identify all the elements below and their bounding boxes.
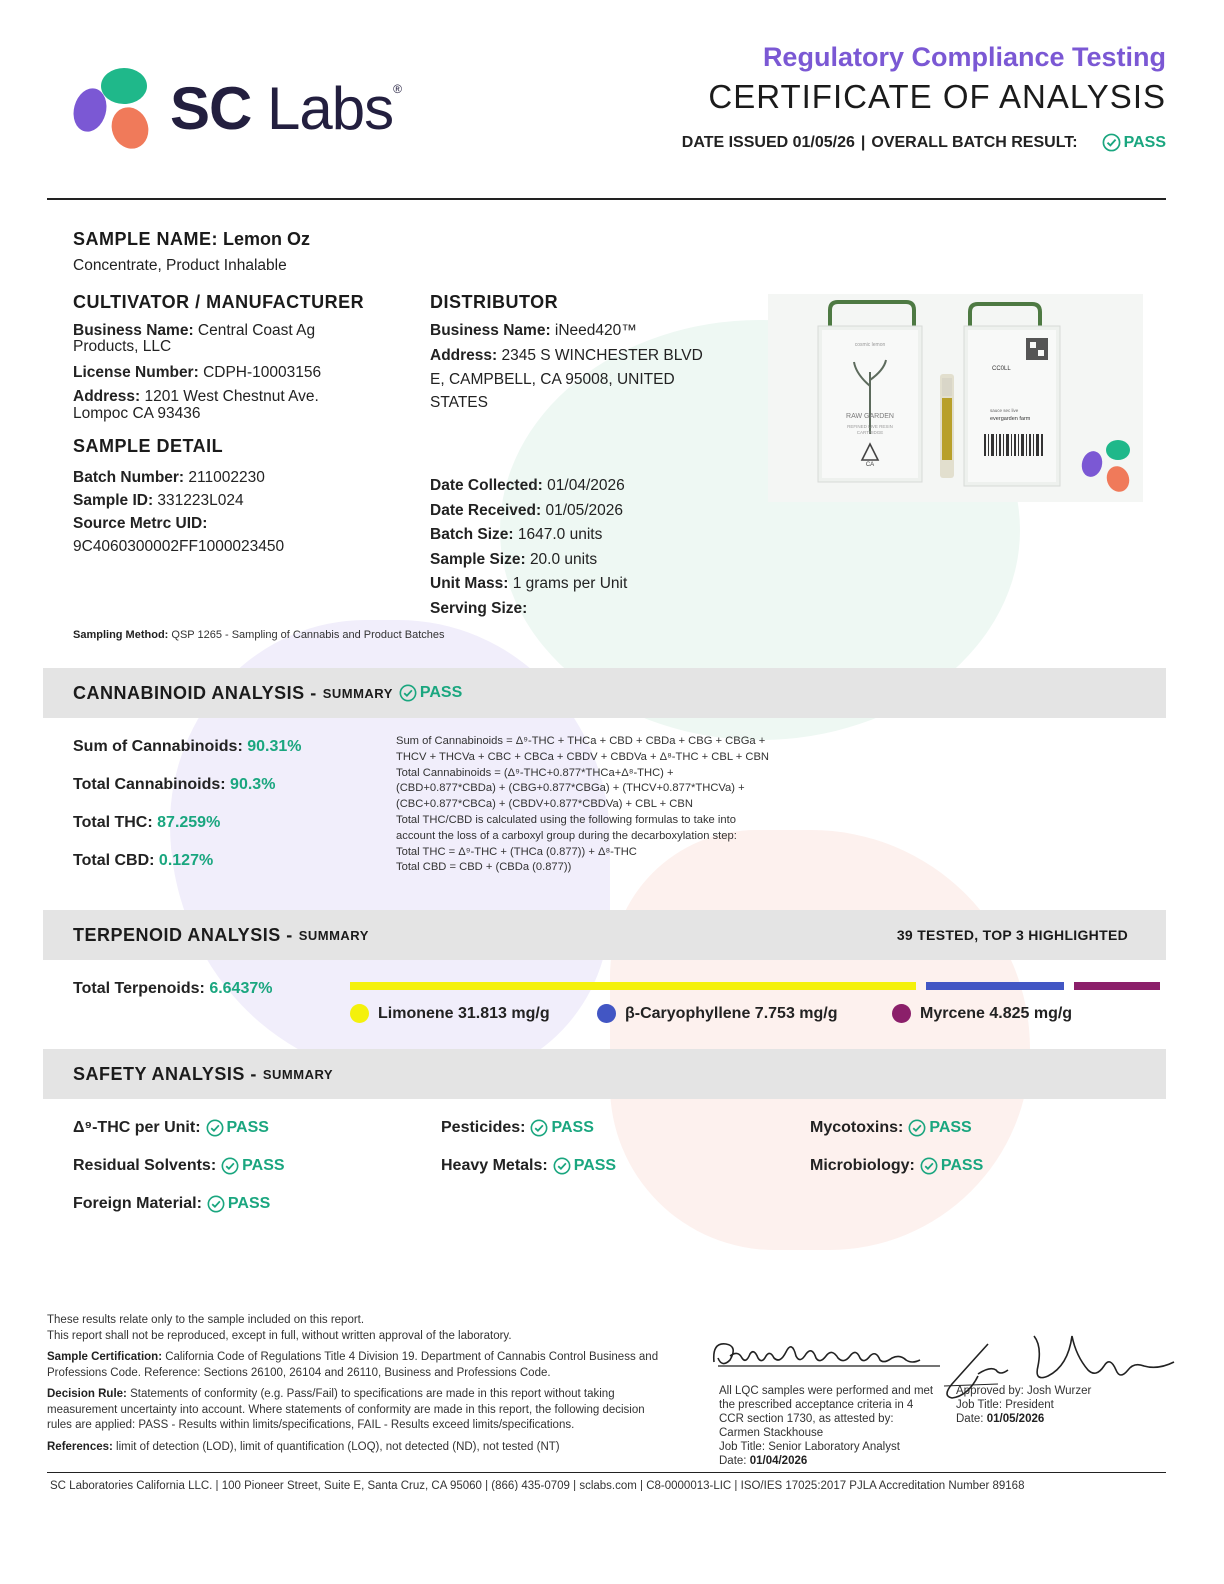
sampling-method-label: Sampling Method: — [73, 629, 169, 641]
cultivator-heading: CULTIVATOR / MANUFACTURER — [73, 292, 365, 312]
safety-foreign-material — [73, 1195, 270, 1213]
sample-type: Concentrate, Product Inhalable — [73, 257, 287, 274]
analyst-block — [719, 1384, 934, 1468]
safety-thc-unit-label: Δ⁹-THC per Unit: — [73, 1119, 201, 1136]
header-divider — [47, 198, 1166, 200]
pass-text: PASS — [242, 1157, 285, 1174]
pass-text: PASS — [226, 1119, 269, 1136]
cert-text: California Code of Regulations Title 4 Division 19. Department of Cannabis Control Business and Professions Code. Reference: Sections 26100, 26104 and 26110, Business and Professions Code. — [47, 1351, 659, 1379]
safety-subtitle: SUMMARY — [262, 1066, 334, 1082]
pass-badge — [206, 1119, 269, 1137]
date-collected — [430, 476, 760, 495]
formula-line: THCV + THCVa + CBC + CBCa + CBDV + CBDVa + Δ⁸-THC + CBL + CBN — [396, 750, 769, 763]
distributor-block — [430, 292, 730, 415]
cultivator-business — [73, 323, 403, 355]
cannabinoid-pass-badge — [399, 684, 462, 702]
limonene-bar — [350, 982, 916, 990]
overall-result-label: OVERALL BATCH RESULT: — [871, 133, 1078, 151]
date-issued: DATE ISSUED 01/05/26 — [681, 133, 855, 151]
safety-pesticides — [441, 1119, 594, 1137]
safety-pesticides-label: Pesticides: — [441, 1119, 526, 1136]
footer-divider — [47, 1472, 1166, 1473]
unit-mass — [430, 574, 760, 593]
batch-size-value: 1647.0 units — [517, 526, 603, 543]
cultivator-business-line1: Central Coast Ag — [197, 322, 316, 339]
batch-number-value: 211002230 — [188, 469, 265, 486]
formula-line: Total THC = Δ⁹-THC + (THCa (0.877)) + Δ⁸-THC — [396, 845, 637, 858]
footer-references — [47, 1440, 659, 1456]
myrcene-bar — [1074, 982, 1160, 990]
safety-band — [43, 1049, 1166, 1099]
box-mark: CA — [865, 462, 875, 468]
safety-microbiology — [810, 1157, 983, 1175]
distributor-business — [430, 321, 730, 340]
cert-label: Sample Certification: — [47, 1351, 163, 1363]
sample-size — [430, 550, 760, 569]
cultivator-business-label: Business Name: — [73, 322, 194, 339]
total-terpenoids-label: Total Terpenoids: — [73, 980, 205, 997]
sample-detail-heading: SAMPLE DETAIL — [73, 436, 224, 456]
total-thc-value: 87.259% — [157, 814, 221, 831]
cultivator-block — [73, 292, 403, 422]
approver-date-label: Date: — [956, 1413, 984, 1425]
decision-label: Decision Rule: — [47, 1388, 127, 1400]
legend-caryophyllene — [597, 1004, 838, 1023]
pass-text: PASS — [227, 1195, 271, 1212]
unit-mass-label: Unit Mass: — [430, 575, 509, 592]
pass-text: PASS — [551, 1119, 594, 1136]
sampling-method — [73, 629, 445, 641]
overall-pass-text: PASS — [1123, 133, 1166, 151]
safety-heavy-label: Heavy Metals: — [441, 1157, 548, 1174]
legend-limonene-text: Limonene 31.813 mg/g — [378, 1004, 550, 1022]
caryophyllene-dot-icon — [597, 1004, 616, 1023]
formula-line: Total Cannabinoids = (Δ⁹-THC+0.877*THCa+Δ⁸-THC) + — [396, 766, 674, 779]
analyst-signature — [708, 1330, 948, 1378]
safety-mycotoxins-label: Mycotoxins: — [810, 1119, 904, 1136]
analyst-date: 01/04/2026 — [749, 1455, 808, 1467]
approver-name: Approved by: Josh Wurzer — [956, 1385, 1092, 1397]
check-circle-icon — [207, 1195, 225, 1213]
metrc-label: Source Metrc UID: — [73, 515, 208, 532]
cultivator-license-value: CDPH-10003156 — [203, 364, 322, 381]
bg-blob-orange — [610, 830, 1030, 1250]
batch-size-label: Batch Size: — [430, 526, 514, 543]
logo-light: Labs — [267, 75, 394, 142]
box-farm-name: evergarden farm — [990, 416, 1031, 422]
box-line: REFINED LIVE RESIN — [847, 424, 893, 429]
product-image — [768, 294, 1143, 502]
pass-badge — [908, 1119, 971, 1137]
cultivator-address — [73, 388, 403, 422]
sample-id — [73, 491, 403, 510]
header-title: CERTIFICATE OF ANALYSIS — [708, 78, 1166, 115]
formula-line: (CBD+0.877*CBDa) + (CBG+0.877*CBGa) + (THCV+0.877*THCVa) + — [396, 782, 745, 795]
pass-badge — [920, 1157, 983, 1175]
sampling-method-value: QSP 1265 - Sampling of Cannabis and Product Batches — [171, 629, 445, 641]
analyst-date-label: Date: — [719, 1455, 747, 1467]
distributor-address-line1: 2345 S WINCHESTER BLVD — [501, 347, 703, 364]
distributor-address-line3: STATES — [430, 394, 488, 411]
cannabinoid-title: CANNABINOID ANALYSIS - — [73, 682, 317, 703]
approver-date: 01/05/2026 — [986, 1413, 1045, 1425]
myrcene-dot-icon — [892, 1004, 911, 1023]
formula-line: (CBC+0.877*CBCa) + (CBDV+0.877*CBDVa) + CBL + CBN — [396, 798, 693, 811]
pass-badge — [553, 1157, 616, 1175]
pass-text: PASS — [940, 1157, 984, 1174]
terpenoid-subtitle: SUMMARY — [298, 927, 369, 943]
footer-line1: These results relate only to the sample included on this report. — [47, 1314, 365, 1326]
box-type: CARTRIDGE — [856, 430, 884, 435]
sample-name: Lemon Oz — [223, 229, 311, 249]
formula-line: Total CBD = CBD + (CBDa (0.877)) — [396, 861, 572, 874]
date-collected-value: 01/04/2026 — [547, 477, 625, 494]
safety-title: SAFETY ANALYSIS - — [73, 1063, 257, 1084]
box-code: CC0LL — [992, 366, 1011, 372]
total-cbd-value: 0.127% — [158, 852, 214, 869]
logo-registered: ® — [393, 82, 401, 96]
legend-limonene — [350, 1004, 550, 1023]
sample-id-label: Sample ID: — [73, 492, 154, 509]
check-circle-icon — [399, 684, 417, 702]
total-terpenoids-value: 6.6437% — [209, 980, 273, 997]
formula-line: Total THC/CBD is calculated using the following formulas to take into — [396, 813, 736, 826]
safety-foreign-label: Foreign Material: — [73, 1195, 202, 1212]
safety-residual-label: Residual Solvents: — [73, 1157, 217, 1174]
total-cannabinoids-label: Total Cannabinoids: — [73, 776, 226, 793]
total-cbd — [73, 852, 302, 890]
cultivator-business-line2: Products, LLC — [73, 338, 172, 355]
total-cannabinoids-value: 90.3% — [230, 776, 276, 793]
total-thc-label: Total THC: — [73, 814, 153, 831]
safety-residual-solvents — [73, 1157, 285, 1175]
legend-caryophyllene-text: β-Caryophyllene 7.753 mg/g — [625, 1004, 838, 1022]
legend-myrcene — [892, 1004, 1072, 1023]
legend-myrcene-text: Myrcene 4.825 mg/g — [920, 1004, 1073, 1022]
sample-detail-block — [73, 436, 403, 556]
total-thc — [73, 814, 302, 852]
sample-name-row — [73, 229, 310, 250]
safety-micro-label: Microbiology: — [810, 1157, 915, 1174]
distributor-business-value: iNeed420™ — [554, 322, 637, 339]
check-circle-icon — [530, 1119, 548, 1137]
analyst-name: Carmen Stackhouse — [719, 1427, 824, 1439]
approver-block — [956, 1384, 1156, 1426]
footer-decision — [47, 1387, 659, 1434]
distributor-address-label: Address: — [430, 347, 498, 364]
product-photo — [768, 294, 1143, 502]
terpenoid-tested-note: 39 TESTED, TOP 3 HIGHLIGHTED — [896, 927, 1128, 943]
check-circle-icon — [920, 1157, 938, 1175]
footer-certification — [47, 1350, 659, 1381]
formula-line: account the loss of a carboxyl group during the decarboxylation step: — [396, 829, 737, 842]
header-subtitle: Regulatory Compliance Testing — [762, 42, 1166, 72]
analyst-title: Job Title: Senior Laboratory Analyst — [719, 1441, 900, 1453]
sample-size-value: 20.0 units — [529, 550, 598, 568]
terpenoid-band — [43, 910, 1166, 960]
approver-date-row — [956, 1412, 1156, 1426]
metrc-value: 9C4060300002FF1000023450 — [73, 538, 285, 555]
pass-text: PASS — [573, 1157, 617, 1174]
cannabinoid-values — [73, 738, 302, 890]
approver-title: Job Title: President — [956, 1399, 1054, 1411]
analyst-date-row — [719, 1454, 934, 1468]
check-circle-icon — [206, 1119, 224, 1137]
analyst-statement: All LQC samples were performed and met the prescribed acceptance criteria in 4 CCR section 1730, as attested by: — [719, 1385, 934, 1425]
sum-cannabinoids-value: 90.31% — [247, 738, 302, 755]
sum-cannabinoids-label: Sum of Cannabinoids: — [73, 738, 243, 755]
cannabinoid-subtitle: SUMMARY — [322, 685, 393, 701]
total-cannabinoids — [73, 776, 302, 814]
check-circle-icon — [1102, 133, 1121, 152]
pass-badge — [530, 1119, 593, 1137]
check-circle-icon — [908, 1119, 926, 1137]
formula-line: Sum of Cannabinoids = Δ⁹-THC + THCa + CBD + CBDa + CBG + CBGa + — [396, 735, 766, 747]
distributor-address-line2: E, CAMPBELL, CA 95008, UNITED — [430, 370, 675, 388]
cannabinoid-pass-text: PASS — [419, 684, 463, 701]
decision-text: Statements of conformity (e.g. Pass/Fail) to specifications are made in this report without taking measurement uncertainty into account. Where statements of conformity are made in this report, the following decision rules are applied: PASS - Results within limits/specifications, FAIL - Results exceed limits/specifications. — [47, 1388, 645, 1431]
sc-labs-logo-icon — [72, 66, 154, 150]
refs-text: limit of detection (LOD), limit of quantification (LOQ), not detected (ND), not tested (NT) — [116, 1440, 560, 1453]
date-received-value: 01/05/2026 — [545, 501, 624, 519]
date-received-label: Date Received: — [430, 501, 542, 519]
box-farm-tag: sauce sec live — [990, 408, 1019, 413]
distributor-address — [430, 344, 730, 415]
footer-line2: This report shall not be reproduced, except in full, without written approval of the laboratory. — [47, 1329, 512, 1342]
distributor-heading: DISTRIBUTOR — [430, 292, 559, 312]
sum-cannabinoids — [73, 738, 302, 776]
sample-size-label: Sample Size: — [430, 550, 526, 568]
logo-wordmark — [170, 74, 401, 143]
total-terpenoids — [73, 980, 272, 998]
footer-notes — [47, 1313, 659, 1455]
pass-badge — [221, 1157, 284, 1175]
separator: | — [860, 133, 866, 151]
cultivator-address-line1: 1201 West Chestnut Ave. — [144, 388, 319, 405]
pass-badge — [207, 1195, 270, 1213]
pass-text: PASS — [929, 1119, 972, 1136]
batch-size — [430, 525, 760, 544]
company-footer: SC Laboratories California LLC. | 100 Pioneer Street, Suite E, Santa Cruz, CA 95060 | (866) 435-0709 | sclabs.com | C8-0000013-LIC | ISO/IES 17025:2017 PJLA Accreditation Number 89168 — [50, 1480, 1025, 1491]
sample-id-value: 331223L024 — [157, 492, 244, 509]
cannabinoid-band — [43, 668, 1166, 718]
caryophyllene-bar — [926, 982, 1064, 990]
sample-name-block — [73, 229, 310, 275]
serving-size-label: Serving Size: — [430, 599, 528, 617]
box-strain: cosmic lemon — [854, 342, 886, 348]
header-date-row — [682, 133, 1166, 152]
limonene-dot-icon — [350, 1004, 369, 1023]
unit-mass-value: 1 grams per Unit — [512, 575, 628, 592]
distributor-business-label: Business Name: — [430, 322, 551, 339]
total-cbd-label: Total CBD: — [73, 852, 155, 869]
safety-mycotoxins — [810, 1119, 972, 1137]
cultivator-license-label: License Number: — [73, 364, 199, 381]
check-circle-icon — [221, 1157, 239, 1175]
sample-name-label: SAMPLE NAME: — [73, 229, 218, 249]
terpenoid-title: TERPENOID ANALYSIS - — [73, 924, 293, 945]
box-brand: RAW GARDEN — [846, 413, 894, 420]
sample-dates-block — [430, 476, 760, 618]
cultivator-license — [73, 363, 403, 382]
overall-pass-badge — [1102, 133, 1166, 152]
batch-number-label: Batch Number: — [73, 469, 185, 486]
check-circle-icon — [553, 1157, 571, 1175]
date-collected-label: Date Collected: — [430, 477, 543, 494]
refs-label: References: — [47, 1440, 113, 1453]
date-received — [430, 501, 760, 520]
safety-heavy-metals — [441, 1157, 616, 1175]
cannabinoid-formulas — [396, 734, 816, 876]
batch-number — [73, 468, 403, 487]
cultivator-address-line2: Lompoc CA 93436 — [73, 405, 201, 422]
safety-thc-unit — [73, 1119, 269, 1137]
cultivator-address-label: Address: — [73, 388, 141, 405]
logo-bold: SC — [170, 75, 252, 142]
